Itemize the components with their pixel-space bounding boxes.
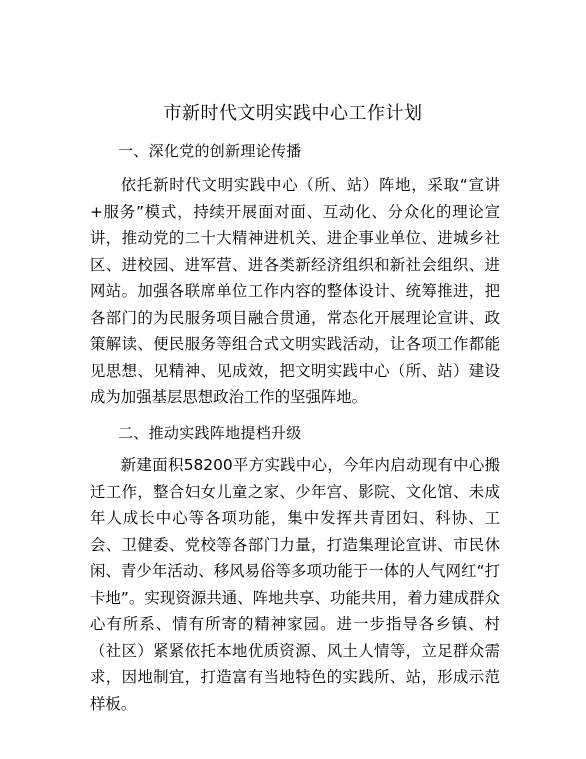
section-paragraph-2: 新建面积58200平方实践中心，今年内启动现有中心搬迁工作，整合妇女儿童之家、少年宫、影院、文化馆、未成年人成长中心等各项功能，集中发挥共青团妇、科协、工会、卫健委、党校等各部门力量，打造集理论宣讲、市民休闲、青少年活动、移风易俗等多项功能于一体的人气网红“打卡地”。实现资源共通、阵地共享、功能共用，着力建成群众心有所系、情有所寄的精神家园。进一步指导各乡镇、村（社区）紧紧依托本地优质资源、风土人情等，立足群众需求，因地制宜，打造富有当地特色的实践所、站，形成示范样板。	[90, 456, 500, 713]
section-heading-1: 一、深化党的创新理论传播	[118, 142, 302, 160]
document-title: 市新时代文明实践中心工作计划	[163, 103, 423, 124]
section-paragraph-1: 依托新时代文明实践中心（所、站）阵地，采取“宣讲+服务”模式，持续开展面对面、互动化、分众化的理论宣讲，推动党的二十大精神进机关、进企事业单位、进城乡社区、进校园、进军营、进各类新经济组织和新社会组织、进网站。加强各联席单位工作内容的整体设计、统筹推进，把各部门的为民服务项目融合贯通，常态化开展理论宣讲、政策解读、便民服务等组合式文明实践活动，让各项工作都能见思想、见精神、见成效，把文明实践中心（所、站）建设成为加强基层思想政治工作的坚强阵地。	[90, 176, 500, 406]
section-heading-2: 二、推动实践阵地提档升级	[118, 424, 302, 442]
